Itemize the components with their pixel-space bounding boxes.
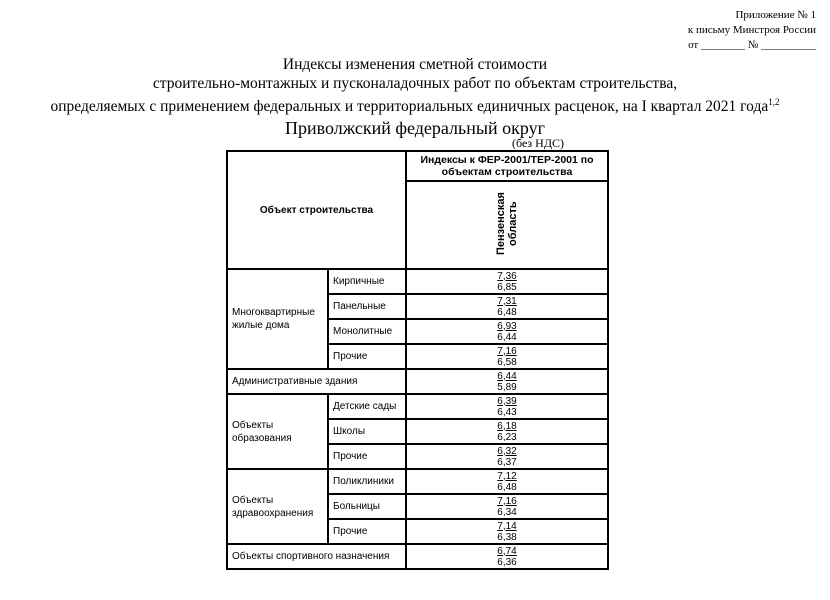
- appendix-date-number: от ________ № __________: [688, 39, 816, 51]
- index-value-cell: [406, 319, 608, 344]
- index-value-primary: 6,18: [497, 420, 517, 432]
- vat-note: (без НДС): [512, 136, 565, 150]
- table-row: [227, 544, 608, 569]
- object-subtype: Панельные: [328, 294, 406, 319]
- index-value-cell: [406, 444, 608, 469]
- index-value-secondary: 6,48: [497, 481, 517, 493]
- table-header-row: [227, 151, 608, 181]
- index-header: Индексы к ФЕР-2001/ТЕР-2001 по объектам строительства: [406, 151, 608, 181]
- object-category: Административные здания: [227, 369, 406, 394]
- table-row: [227, 469, 608, 494]
- object-subtype: Кирпичные: [328, 269, 406, 294]
- appendix-number: Приложение № 1: [735, 9, 816, 21]
- region-heading: Приволжский федеральный округ: [284, 118, 545, 138]
- object-subtype: Поликлиники: [328, 469, 406, 494]
- index-value-secondary: 6,85: [497, 281, 517, 293]
- object-category: Многоквартирные жилые дома: [227, 269, 328, 369]
- index-value-primary: 6,44: [497, 370, 517, 382]
- table-row: [227, 269, 608, 294]
- index-value-cell: [406, 519, 608, 544]
- index-value-cell: [406, 369, 608, 394]
- index-value-cell: [406, 269, 608, 294]
- object-header: Объект строительства: [227, 151, 406, 269]
- object-subtype: Прочие: [328, 344, 406, 369]
- index-value-cell: [406, 494, 608, 519]
- document-title: [0, 55, 830, 116]
- index-value-primary: 6,32: [497, 445, 517, 457]
- index-value-cell: [406, 469, 608, 494]
- index-value-secondary: 6,37: [497, 456, 517, 468]
- index-value-cell: [406, 294, 608, 319]
- index-value-secondary: 6,43: [497, 406, 517, 418]
- index-value-secondary: 6,44: [497, 331, 517, 343]
- index-value-cell: [406, 394, 608, 419]
- index-value-cell: [406, 419, 608, 444]
- object-subtype: Больницы: [328, 494, 406, 519]
- table-row: [227, 369, 608, 394]
- index-value-primary: 6,93: [497, 320, 517, 332]
- index-value-primary: 7,12: [497, 470, 517, 482]
- region-column-label: Пензенская область: [495, 192, 519, 255]
- title-line-2: строительно-монтажных и пусконаладочных работ по объектам строительства,: [152, 75, 678, 92]
- index-value-cell: [406, 544, 608, 569]
- index-value-primary: 7,16: [497, 495, 517, 507]
- appendix-block: [688, 8, 816, 53]
- object-subtype: Детские сады: [328, 394, 406, 419]
- index-value-secondary: 6,48: [497, 306, 517, 318]
- index-table-body: [227, 151, 608, 569]
- index-value-primary: 6,74: [497, 545, 517, 557]
- object-subtype: Монолитные: [328, 319, 406, 344]
- title-footnote: 1,2: [768, 97, 780, 107]
- index-value-primary: 7,31: [497, 295, 517, 307]
- index-value-primary: 7,16: [497, 345, 517, 357]
- index-value-primary: 7,14: [497, 520, 517, 532]
- object-subtype: Прочие: [328, 444, 406, 469]
- index-value-secondary: 5,89: [497, 381, 517, 393]
- title-line-3: [0, 93, 830, 116]
- object-subtype: Школы: [328, 419, 406, 444]
- title-line-3-text: определяемых с применением федеральных и территориальных единичных расценок, на I квартал 2021 года: [50, 98, 769, 116]
- index-value-secondary: 6,36: [497, 556, 517, 568]
- appendix-letter-ref: к письму Минстроя России: [687, 24, 816, 36]
- index-value-secondary: 6,58: [497, 356, 517, 368]
- index-value-secondary: 6,38: [497, 531, 517, 543]
- object-subtype: Прочие: [328, 519, 406, 544]
- index-value-primary: 7,36: [497, 270, 517, 282]
- index-value-secondary: 6,34: [497, 506, 517, 518]
- table-row: [227, 394, 608, 419]
- object-category: Объекты здравоохранения: [227, 469, 328, 544]
- index-table: [226, 150, 609, 570]
- title-line-1: Индексы изменения сметной стоимости: [282, 56, 548, 73]
- index-value-cell: [406, 344, 608, 369]
- index-value-secondary: 6,23: [497, 431, 517, 443]
- object-category: Объекты образования: [227, 394, 328, 469]
- index-value-primary: 6,39: [497, 395, 517, 407]
- object-category: Объекты спортивного назначения: [227, 544, 406, 569]
- region-column-header: [406, 181, 608, 269]
